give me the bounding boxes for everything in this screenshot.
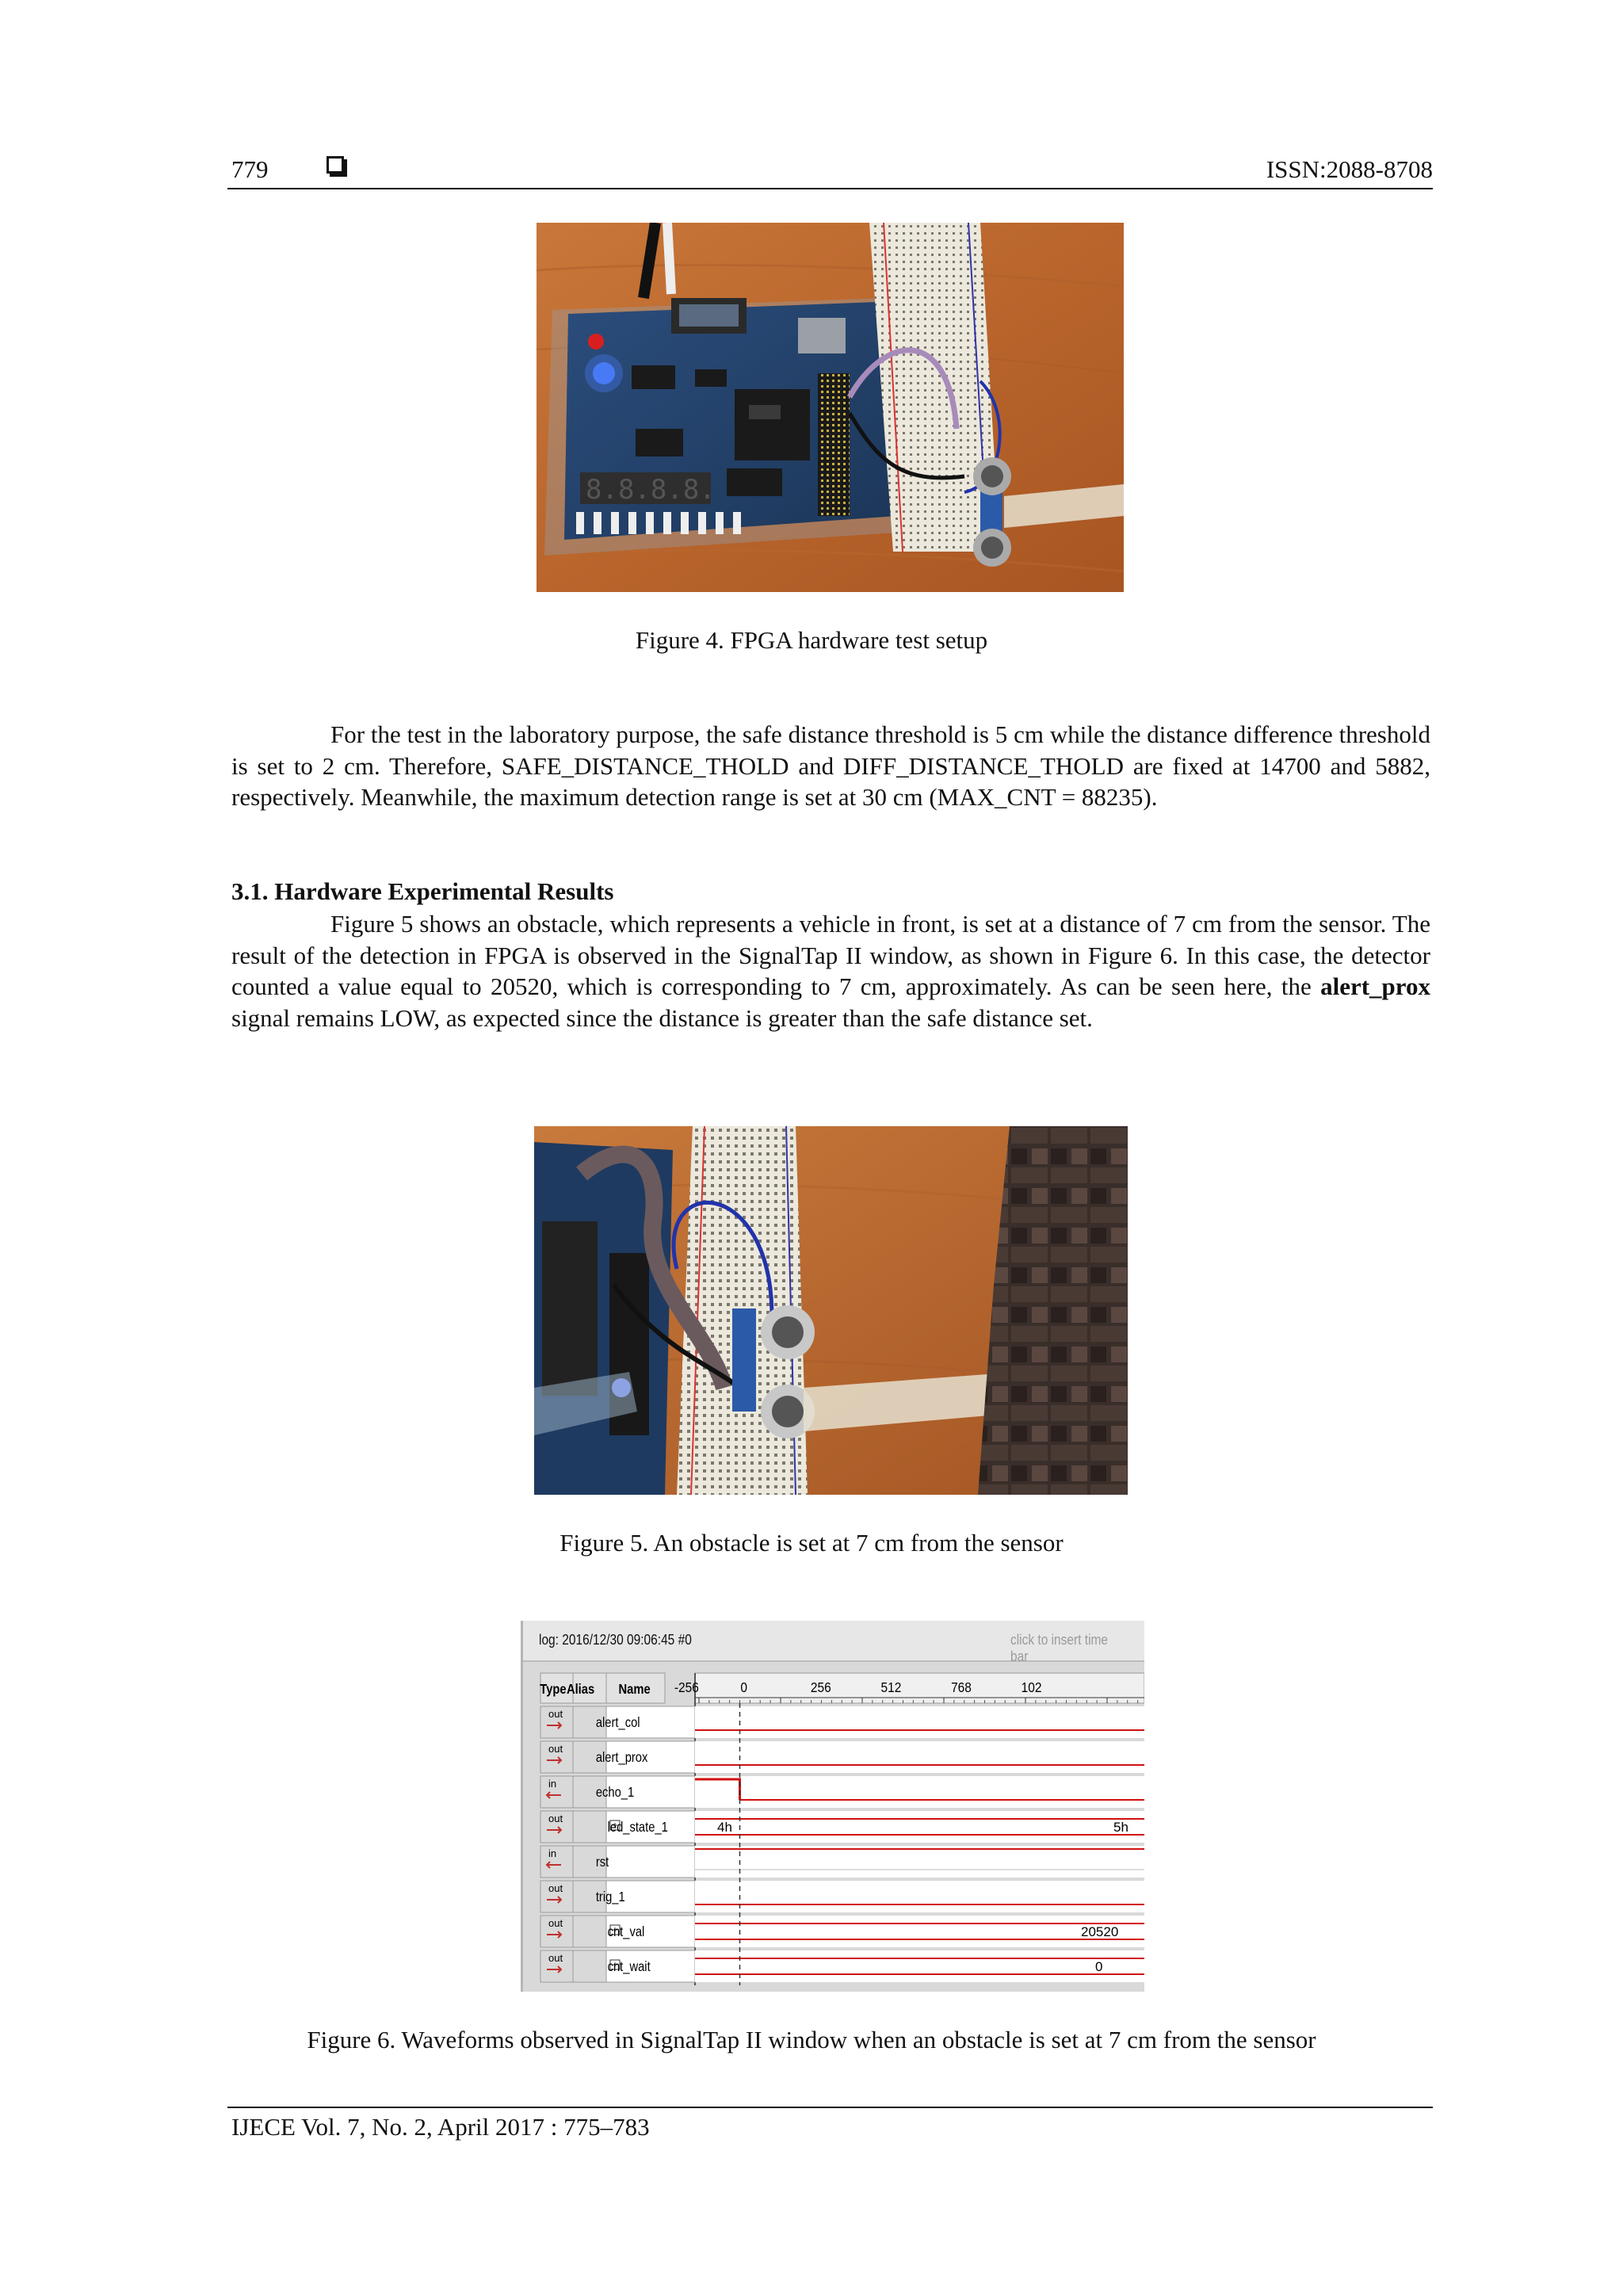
signal-row-echo_1[interactable] xyxy=(540,1776,1144,1808)
tick-label: 102 xyxy=(1021,1679,1042,1696)
signal-name: trig_1 xyxy=(595,1889,625,1905)
log-label: log: 2016/12/30 09:06:45 #0 xyxy=(539,1632,692,1648)
signal-type-icon: out xyxy=(548,1708,563,1720)
page-number: 779 xyxy=(231,155,269,183)
header-rule xyxy=(227,188,1433,189)
bus-value: 0 xyxy=(1095,1959,1103,1974)
figure6-caption: Figure 6. Waveforms observed in SignalTap II window when an obstacle is set at 7 cm from the sensor xyxy=(307,2026,1316,2053)
signal-row-led_state_1[interactable] xyxy=(540,1811,1144,1843)
signal-type-icon: out xyxy=(548,1917,563,1929)
figure4-photo xyxy=(537,223,1124,592)
journal-issn: ISSN:2088-8708 xyxy=(1266,155,1433,183)
signal-name: alert_prox xyxy=(595,1749,648,1766)
signal-row-rst[interactable] xyxy=(540,1846,1144,1878)
section-heading: 3.1. Hardware Experimental Results xyxy=(231,877,614,905)
signal-row-trig_1[interactable] xyxy=(540,1881,1144,1912)
signal-rows xyxy=(540,1706,1144,1982)
tick-label: -256 xyxy=(674,1679,699,1696)
figure5-caption: Figure 5. An obstacle is set at 7 cm from the sensor xyxy=(559,1529,1064,1557)
signal-row-alert_col[interactable] xyxy=(540,1706,1144,1738)
signal-row-alert_prox[interactable] xyxy=(540,1741,1144,1773)
seven-segment-digits: 8.8.8.8. xyxy=(586,474,716,506)
signal-type-icon: in xyxy=(548,1847,557,1859)
alert-prox-term: alert_prox xyxy=(1320,972,1430,1000)
paragraph-thresholds xyxy=(231,719,1430,813)
bus-value: 5h xyxy=(1113,1820,1128,1835)
column-type: Type xyxy=(540,1681,567,1698)
header-bullet-icon xyxy=(327,156,344,174)
signal-type-icon: out xyxy=(548,1882,563,1894)
signal-name: cnt_val xyxy=(607,1924,645,1940)
signal-type-icon: out xyxy=(548,1743,563,1755)
figure4-caption: Figure 4. FPGA hardware test setup xyxy=(635,626,988,654)
signal-name: alert_col xyxy=(595,1714,640,1731)
tick-label: 512 xyxy=(880,1679,902,1696)
signal-name: echo_1 xyxy=(595,1784,635,1801)
tick-label: 256 xyxy=(810,1679,831,1696)
column-name: Name xyxy=(618,1681,651,1698)
paragraph-thresholds-text: For the test in the laboratory purpose, the safe distance threshold is 5 cm while the distance difference threshold is set to 2 cm. Therefore, SAFE_DISTANCE_THOLD and DIFF_DISTANCE_THOLD are fixed at 14700 and 5882, respectively. Meanwhile, the maximum detection range is set at 30 cm (MAX_CNT = 88235). xyxy=(231,720,1430,811)
signal-type-icon: out xyxy=(548,1813,563,1824)
signal-name: rst xyxy=(595,1854,609,1870)
column-alias: Alias xyxy=(566,1681,595,1698)
footer-citation: IJECE Vol. 7, No. 2, April 2017 : 775–783 xyxy=(231,2113,650,2141)
paragraph-results-text-1: Figure 5 shows an obstacle, which represents a vehicle in front, is set at a distance of 7 cm from the sensor. The result of the detection in FPGA is observed in the SignalTap II window, as shown in Figure 6. In this case, the detector counted a value equal to 20520, which is corresponding to 7 cm, approximately. As can be seen here, the xyxy=(231,910,1430,1000)
signal-name: led_state_1 xyxy=(607,1819,668,1836)
signal-row-cnt_val[interactable] xyxy=(540,1916,1144,1947)
paragraph-results xyxy=(231,908,1430,1033)
signaltap-grid xyxy=(523,1621,1144,1992)
paragraph-results-text-2: signal remains LOW, as expected since the distance is greater than the safe distance set. xyxy=(231,1003,1093,1032)
signal-row-cnt_wait[interactable] xyxy=(540,1950,1144,1982)
bus-value: 4h xyxy=(717,1820,732,1835)
insert-time-bar-hint[interactable]: click to insert time bar xyxy=(1010,1632,1109,1664)
signal-type-icon: out xyxy=(548,1952,563,1964)
figure5-photo xyxy=(534,1126,1128,1495)
signal-type-icon: in xyxy=(548,1778,557,1790)
footer-rule xyxy=(227,2107,1433,2108)
tick-label: 768 xyxy=(951,1679,972,1696)
tick-label: 0 xyxy=(740,1679,747,1696)
bus-value: 20520 xyxy=(1081,1924,1119,1939)
signal-name: cnt_wait xyxy=(607,1958,651,1975)
signaltap-window xyxy=(521,1621,1144,1992)
